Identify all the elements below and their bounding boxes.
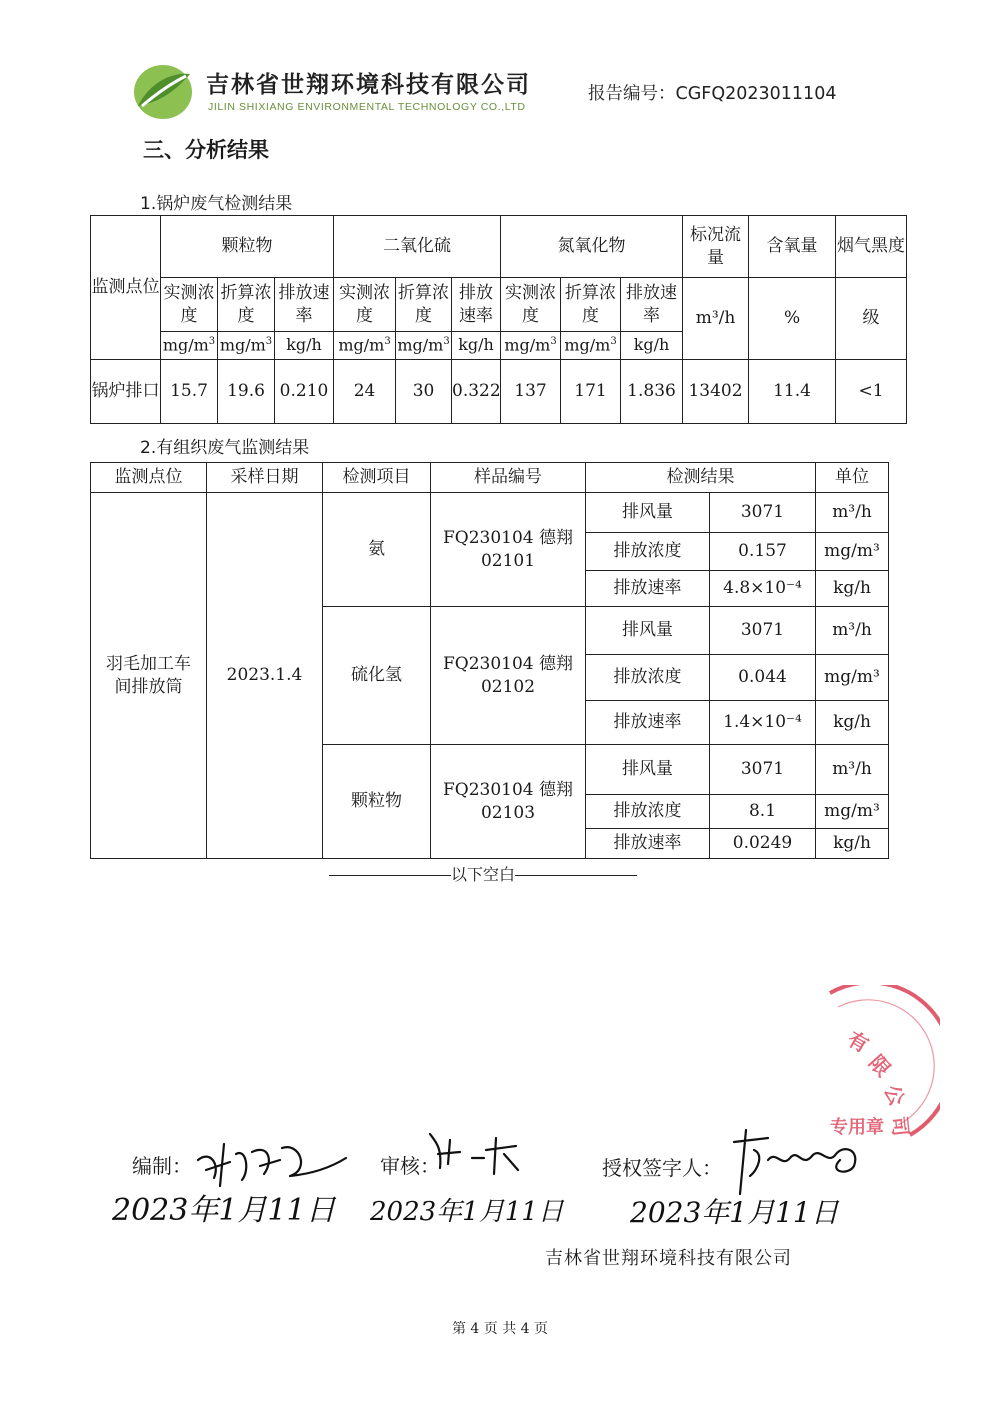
page-number: 第 4 页 共 4 页 — [451, 1321, 549, 1337]
boiler-exhaust-table — [90, 215, 907, 424]
result-value: 0.044 — [710, 655, 816, 701]
leaf-logo-icon — [132, 62, 194, 122]
sub-converted: 折算浓度 — [561, 278, 621, 332]
svg-text:公: 公 — [879, 1081, 910, 1110]
value-cell: 0.210 — [275, 360, 334, 424]
unit-kg: kg/h — [452, 332, 501, 360]
header-result: 检测结果 — [586, 463, 816, 493]
date-cell: 2023.1.4 — [207, 493, 323, 859]
group-header-particulate: 颗粒物 — [161, 216, 334, 278]
param-label: 排放浓度 — [586, 533, 710, 571]
table2-title: 2.有组织废气监测结果 — [140, 438, 310, 458]
compiled-by-label: 编制： — [132, 1154, 192, 1178]
divider — [329, 875, 451, 876]
unit-mg: $mg/m^3$ — [396, 332, 452, 360]
reviewed-date: 2023年1月11日 — [370, 1197, 564, 1227]
result-value: 4.8×10⁻⁴ — [710, 571, 816, 607]
param-label: 排风量 — [586, 493, 710, 533]
value-cell: 1.836 — [621, 360, 683, 424]
sub-measured: 实测浓度 — [161, 278, 218, 332]
param-label: 排放浓度 — [586, 795, 710, 829]
table1-title: 1.锅炉废气检测结果 — [140, 194, 293, 214]
unit-value: kg/h — [816, 571, 889, 607]
value-cell: 11.4 — [749, 360, 836, 424]
param-label: 排放浓度 — [586, 655, 710, 701]
param-label: 排风量 — [586, 607, 710, 655]
unit-mg: $mg/m^3$ — [334, 332, 396, 360]
header-unit: 单位 — [816, 463, 889, 493]
unit-mg: $mg/m^3$ — [501, 332, 561, 360]
svg-text:限: 限 — [864, 1050, 896, 1082]
unit-value: m³/h — [816, 607, 889, 655]
header-date: 采样日期 — [207, 463, 323, 493]
col-flow-header: 标况流量 — [683, 216, 749, 278]
company-name-cn: 吉林省世翔环境科技有限公司 — [206, 72, 531, 98]
site-cell: 羽毛加工车间排放筒 — [91, 493, 207, 859]
report-number: 报告编号：CGFQ2023011104 — [588, 84, 837, 104]
sub-converted: 折算浓度 — [396, 278, 452, 332]
value-cell: 24 — [334, 360, 396, 424]
unit-kg: kg/h — [275, 332, 334, 360]
sample-id: FQ230104 德翔 02103 — [431, 745, 586, 859]
value-cell: 13402 — [683, 360, 749, 424]
group-header-so2: 二氧化硫 — [334, 216, 501, 278]
header-site: 监测点位 — [91, 463, 207, 493]
value-cell: <1 — [836, 360, 907, 424]
result-value: 3071 — [710, 745, 816, 795]
divider — [515, 875, 637, 876]
col-oxygen-header: 含氧量 — [749, 216, 836, 278]
unit-mg: $mg/m^3$ — [218, 332, 275, 360]
handwritten-dates — [0, 1180, 1000, 1240]
unit-flow: m³/h — [683, 278, 749, 360]
svg-text:有: 有 — [843, 1026, 873, 1058]
footer-company: 吉林省世翔环境科技有限公司 — [545, 1248, 792, 1269]
result-value: 3071 — [710, 607, 816, 655]
result-value: 3071 — [710, 493, 816, 533]
unit-value: mg/m³ — [816, 655, 889, 701]
authorized-date: 2023年1月11日 — [630, 1196, 839, 1229]
param-label: 排放速率 — [586, 829, 710, 859]
item-name: 颗粒物 — [323, 745, 431, 859]
compiled-date: 2023年1月11日 — [112, 1193, 336, 1228]
authorized-signer-label: 授权签字人： — [602, 1156, 722, 1180]
unit-mg: $mg/m^3$ — [161, 332, 218, 360]
value-cell: 15.7 — [161, 360, 218, 424]
row-site: 锅炉排口 — [91, 360, 161, 424]
sub-measured: 实测浓度 — [334, 278, 396, 332]
blank-below-text: 以下空白 — [450, 865, 515, 884]
header-sample-id: 样品编号 — [431, 463, 586, 493]
value-cell: 171 — [561, 360, 621, 424]
unit-smoke: 级 — [836, 278, 907, 360]
header-item: 检测项目 — [323, 463, 431, 493]
svg-text:司: 司 — [887, 1115, 913, 1138]
item-name: 氨 — [323, 493, 431, 607]
value-cell: 0.322 — [452, 360, 501, 424]
unit-oxygen: % — [749, 278, 836, 360]
unit-value: mg/m³ — [816, 795, 889, 829]
sample-id: FQ230104 德翔 02102 — [431, 607, 586, 745]
param-label: 排放速率 — [586, 571, 710, 607]
unit-mg: $mg/m^3$ — [561, 332, 621, 360]
unit-value: kg/h — [816, 829, 889, 859]
unit-value: kg/h — [816, 701, 889, 745]
reviewed-by-label: 审核： — [380, 1154, 440, 1178]
unit-value: m³/h — [816, 745, 889, 795]
param-label: 排风量 — [586, 745, 710, 795]
unit-value: mg/m³ — [816, 533, 889, 571]
sub-rate: 排放速率 — [621, 278, 683, 332]
reviewer-signature — [420, 1124, 540, 1180]
col-smoke-header: 烟气黑度 — [836, 216, 907, 278]
sub-converted: 折算浓度 — [218, 278, 275, 332]
param-label: 排放速率 — [586, 701, 710, 745]
value-cell: 30 — [396, 360, 452, 424]
sub-rate: 排放速率 — [275, 278, 334, 332]
value-cell: 137 — [501, 360, 561, 424]
item-name: 硫化氢 — [323, 607, 431, 745]
group-header-nox: 氮氧化物 — [501, 216, 683, 278]
company-name-en: JILIN SHIXIANG ENVIRONMENTAL TECHNOLOGY CO.,LTD — [208, 101, 526, 113]
sample-id: FQ230104 德翔 02101 — [431, 493, 586, 607]
organized-exhaust-table — [90, 462, 889, 859]
result-value: 1.4×10⁻⁴ — [710, 701, 816, 745]
blank-below-marker — [320, 862, 646, 885]
section-title: 三、分析结果 — [143, 138, 269, 162]
svg-text:专用章: 专用章 — [830, 1117, 884, 1138]
col-site-header: 监测点位 — [91, 216, 161, 360]
sub-rate: 排放速率 — [452, 278, 501, 332]
result-value: 0.0249 — [710, 829, 816, 859]
unit-kg: kg/h — [621, 332, 683, 360]
result-value: 0.157 — [710, 533, 816, 571]
result-value: 8.1 — [710, 795, 816, 829]
value-cell: 19.6 — [218, 360, 275, 424]
unit-value: m³/h — [816, 493, 889, 533]
sub-measured: 实测浓度 — [501, 278, 561, 332]
